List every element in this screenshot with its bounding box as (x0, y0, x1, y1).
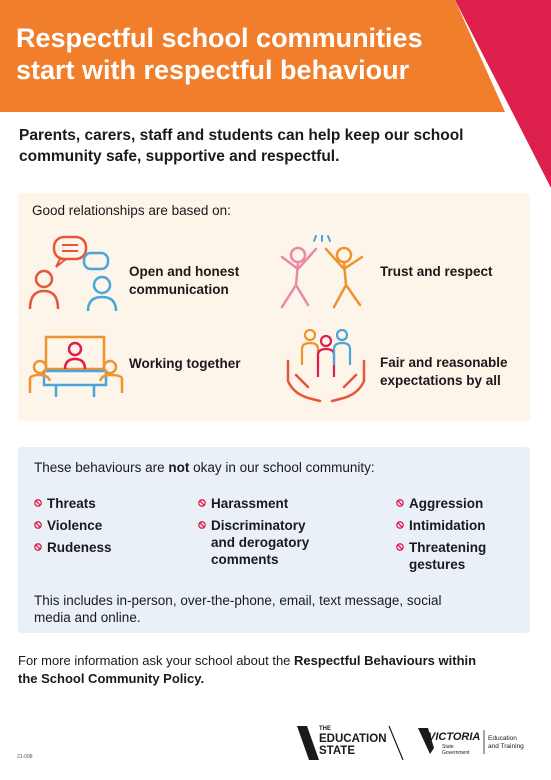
policy-name-line-2: the School Community Policy. (18, 671, 205, 686)
list-item: Rudeness (34, 539, 194, 556)
policy-name-line-1: Respectful Behaviours within (294, 653, 477, 668)
prohibited-icon (34, 543, 42, 551)
behaviours-heading: These behaviours are not okay in our school community: (34, 460, 375, 475)
list-item: Discriminatory and derogatory comments (198, 517, 368, 568)
logo-text-the: THE (319, 726, 331, 732)
hands-people-icon (284, 325, 368, 405)
prohibited-icon (198, 521, 206, 529)
footer-info: For more information ask your school about the Respectful Behaviours within the School Community Policy. (18, 653, 477, 686)
relationships-panel (18, 193, 530, 421)
intro-line-1: Parents, carers, staff and students can help keep our school (19, 127, 464, 144)
logo-text-education: EDUCATION (319, 733, 387, 745)
prohibited-icon (34, 521, 42, 529)
list-item: Violence (34, 517, 194, 534)
list-item: Threatening gestures (396, 539, 526, 573)
relationship-label-2: Trust and respect (380, 264, 493, 279)
intro-text (19, 125, 509, 167)
logo-text-victoria: VICTORIA (428, 731, 481, 743)
behaviours-panel (18, 447, 530, 633)
behaviour-column-3 (396, 495, 526, 578)
intro-line-2: community safe, supportive and respectful. (19, 148, 340, 165)
conversation-icon (24, 233, 124, 313)
list-item: Threats (34, 495, 194, 512)
behaviour-column-2 (198, 495, 368, 573)
list-item: Intimidation (396, 517, 526, 534)
prohibited-icon (34, 499, 42, 507)
prohibited-icon (198, 499, 206, 507)
document-code: 21-098 (17, 754, 33, 760)
relationship-label-3: Working together (129, 356, 241, 371)
list-item: Aggression (396, 495, 526, 512)
logo-text-state: STATE (319, 745, 355, 757)
meeting-table-icon (26, 333, 126, 401)
logo-text-state-sub: State (442, 744, 454, 750)
relationships-heading: Good relationships are based on: (32, 203, 231, 218)
logo-text-government: Government (442, 750, 470, 756)
title-line-2: start with respectful behaviour (16, 55, 410, 85)
logo-text-education-dept: Education (488, 735, 517, 742)
victoria-government-logo (418, 720, 542, 764)
emphasis-not: not (168, 460, 190, 475)
logo-text-training: and Training (488, 743, 524, 750)
relationship-label-1: Open and honest communication (129, 264, 240, 297)
high-five-icon (272, 235, 372, 313)
prohibited-icon (396, 499, 404, 507)
behaviour-column-1 (34, 495, 194, 561)
prohibited-icon (396, 521, 404, 529)
list-item: Harassment (198, 495, 368, 512)
title-line-1: Respectful school communities (16, 23, 423, 53)
channels-note: This includes in-person, over-the-phone, email, text message, social media and online. (34, 593, 442, 625)
prohibited-icon (396, 543, 404, 551)
education-state-logo (297, 720, 407, 764)
relationship-label-4: Fair and reasonable expectations by all (380, 355, 508, 388)
page-title (16, 22, 486, 86)
